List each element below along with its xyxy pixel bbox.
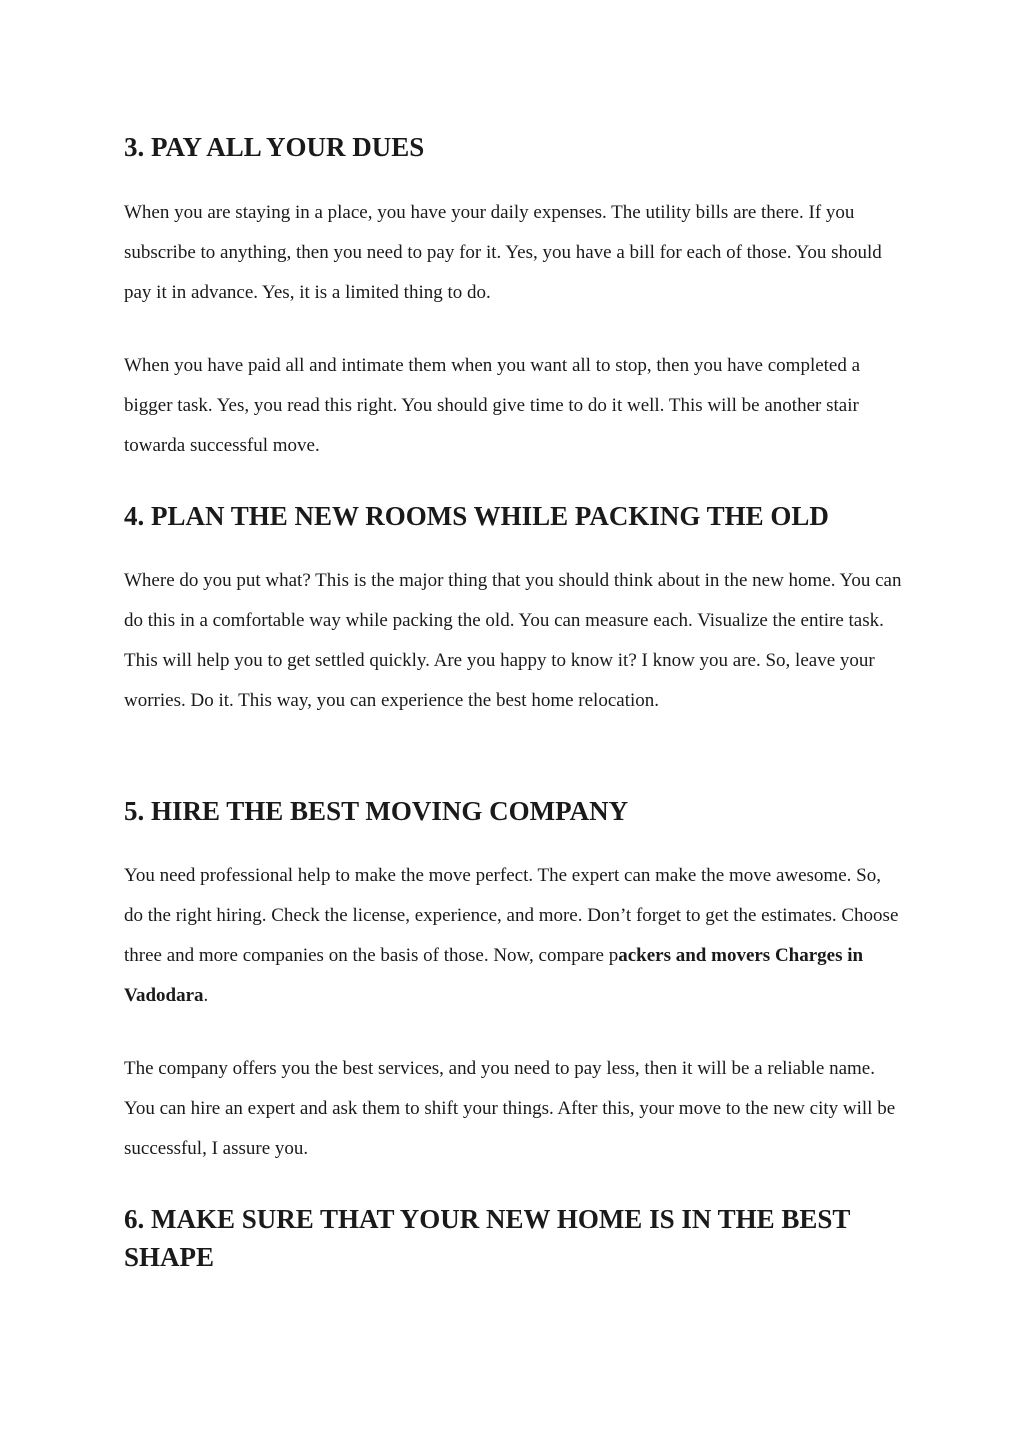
bold-keyword-link: ackers and movers Charges in Vadodara — [124, 945, 864, 1006]
section-heading-pay-dues: 3. PAY ALL YOUR DUES — [124, 132, 425, 162]
paragraph-pay-dues-2: When you have paid all and intimate them when you want all to stop, then you have completed a bigger task. Yes, you read this right. You should give time to do it well. This will be another stair towarda successful move. — [124, 355, 861, 456]
paragraph-pay-dues-1: When you are staying in a place, you have your daily expenses. The utility bills are there. If you subscribe to anything, then you need to pay for it. Yes, you have a bill for each of those. You should pay it in advance. Yes, it is a limited thing to do. — [124, 202, 882, 303]
paragraph-text: You need professional help to make the move perfect. The expert can make the move awesome. So, do the right hiring. Check the license, experience, and more. Don’t forget to get the estimates. Choose three and more companies on the basis of those. Now, compare p — [124, 865, 899, 966]
section-heading-new-home-shape: 6. MAKE SURE THAT YOUR NEW HOME IS IN THE BEST SHAPE — [124, 1204, 850, 1272]
section-heading-hire-company: 5. HIRE THE BEST MOVING COMPANY — [124, 796, 629, 826]
paragraph-plan-rooms-1: Where do you put what? This is the major thing that you should think about in the new home. You can do this in a comfortable way while packing the old. You can measure each. Visualize the entire task. This will help you to get settled quickly. Are you happy to know it? I know you are. So, leave your worries. Do it. This way, you can experience the best home relocation. — [124, 570, 902, 711]
paragraph-end: . — [203, 985, 209, 1006]
section-heading-plan-rooms: 4. PLAN THE NEW ROOMS WHILE PACKING THE OLD — [124, 501, 829, 531]
paragraph-hire-company-1 — [124, 856, 904, 1016]
paragraph-hire-company-2: The company offers you the best services, and you need to pay less, then it will be a reliable name. You can hire an expert and ask them to shift your things. After this, your move to the new city will be successful, I assure you. — [124, 1058, 896, 1159]
